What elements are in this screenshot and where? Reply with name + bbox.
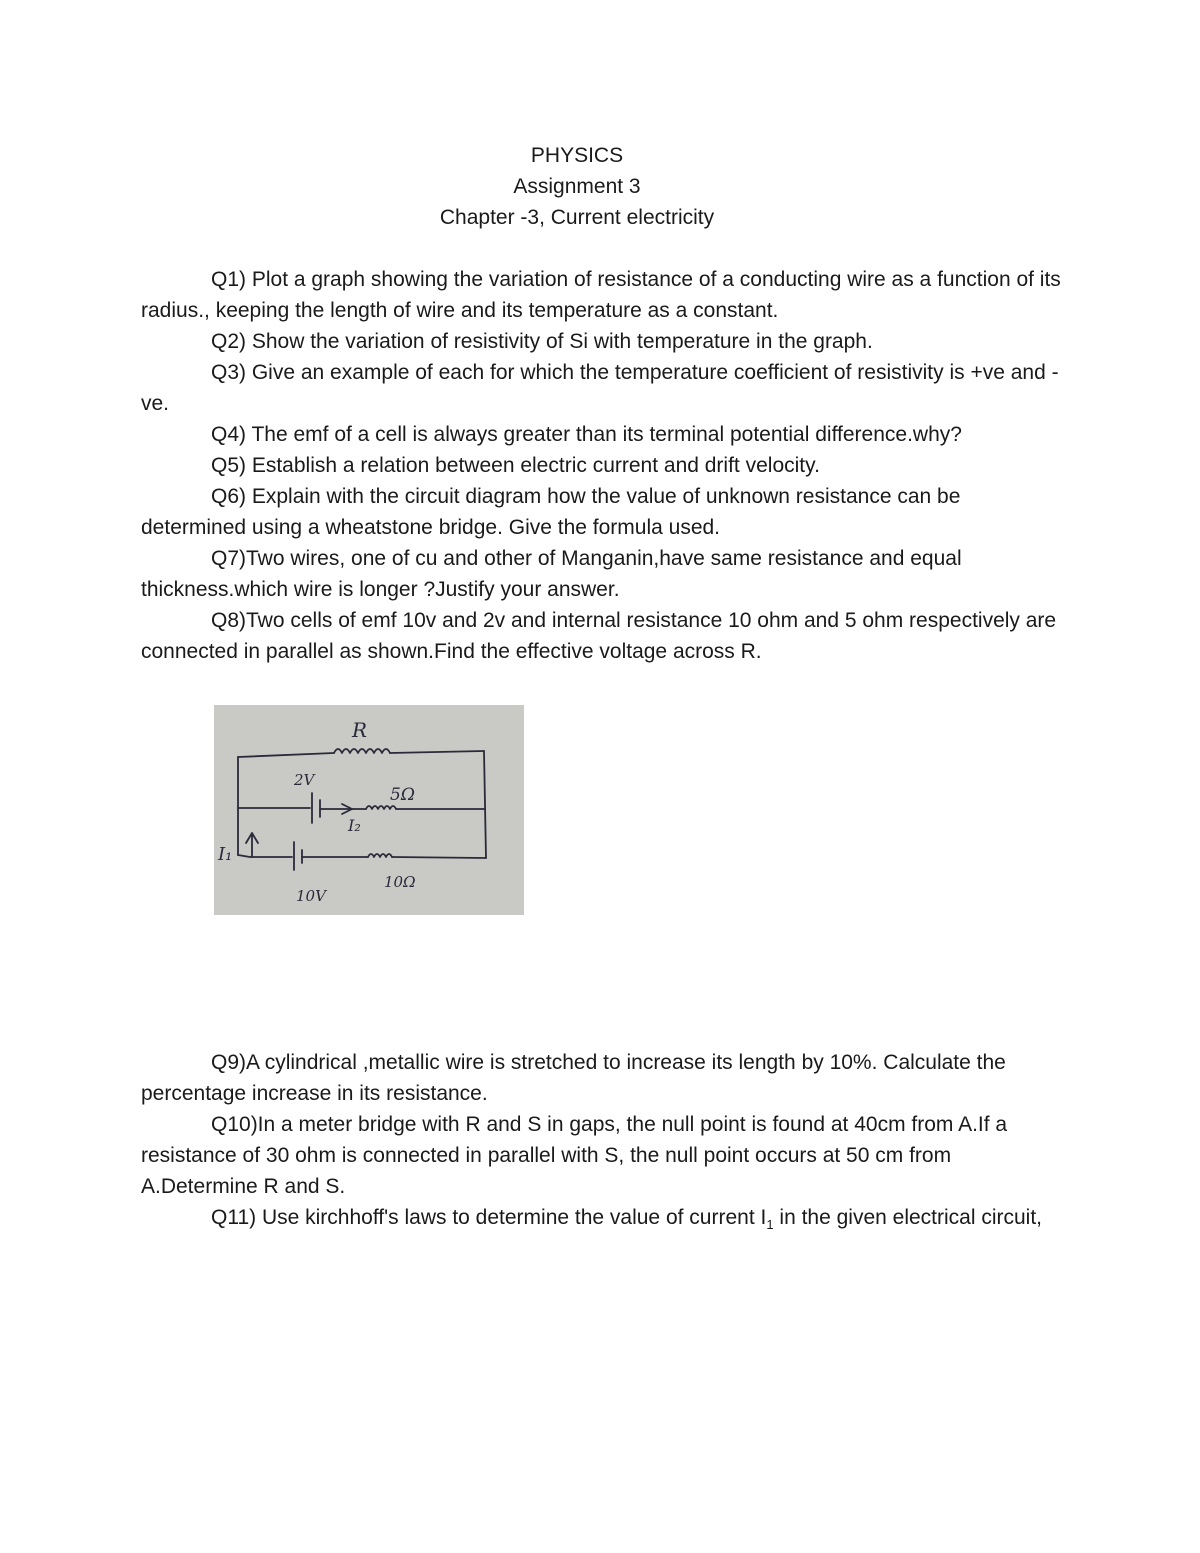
resistor-5-label: 5Ω	[390, 785, 415, 805]
question-2: Q2) Show the variation of resistivity of Si with temperature in the graph.	[211, 330, 873, 353]
resistor-5-zigzag	[366, 806, 396, 809]
questions-bottom	[141, 1047, 1071, 1233]
resistor-10-label: 10Ω	[384, 873, 416, 891]
current-i1-label: I₁	[218, 844, 233, 865]
cell-10v-label: 10V	[296, 887, 326, 905]
current-arrow-i1	[246, 833, 258, 857]
resistor-r-zigzag	[334, 749, 390, 753]
bottom-wire-right	[392, 857, 486, 858]
resistor-10-zigzag	[368, 854, 392, 857]
top-wire-left	[238, 753, 334, 757]
questions-top	[141, 264, 1071, 667]
question-6: Q6) Explain with the circuit diagram how the value of unknown resistance can be determined using a wheatstone bridge. Give the formula used.	[141, 485, 961, 539]
circuit-svg	[214, 705, 524, 915]
question-11	[141, 1202, 1071, 1233]
question-9: Q9)A cylindrical ,metallic wire is stretched to increase its length by 10%. Calculate the percentage increase in its resistance.	[141, 1051, 1006, 1105]
question-11-subscript: 1	[766, 1217, 774, 1233]
question-5: Q5) Establish a relation between electric current and drift velocity.	[211, 454, 820, 477]
document-header	[0, 140, 1200, 233]
circuit-diagram	[214, 705, 524, 915]
chapter-title: Chapter -3, Current electricity	[439, 206, 715, 229]
question-8: Q8)Two cells of emf 10v and 2v and internal resistance 10 ohm and 5 ohm respectively are connected in parallel as shown.Find the effective voltage across R.	[141, 609, 1057, 663]
question-7: Q7)Two wires, one of cu and other of Manganin,have same resistance and equal thickness.which wire is longer ?Justify your answer.	[141, 547, 962, 601]
resistor-r-label: R	[352, 718, 368, 742]
top-wire-right	[390, 751, 484, 753]
question-11-text-start: Q11) Use kirchhoff's laws to determine the value of current I	[211, 1206, 767, 1229]
question-3: Q3) Give an example of each for which the temperature coefficient of resistivity is +ve and -ve.	[141, 361, 1059, 415]
bottom-wire-left	[238, 855, 292, 857]
question-10: Q10)In a meter bridge with R and S in gaps, the null point is found at 40cm from A.If a resistance of 30 ohm is connected in parallel with S, the null point occurs at 50 cm from A.Determine R and S.	[141, 1113, 1008, 1198]
cell-2v-label: 2V	[294, 771, 315, 789]
question-11-text-end: in the given electrical circuit,	[773, 1206, 1043, 1229]
subject-title: PHYSICS	[530, 144, 624, 167]
current-i2-label: I₂	[348, 816, 361, 835]
right-wire	[484, 751, 486, 858]
assignment-title: Assignment 3	[513, 175, 641, 198]
question-1: Q1) Plot a graph showing the variation of resistance of a conducting wire as a function of its radius., keeping the length of wire and its temperature as a constant.	[141, 268, 1061, 322]
question-4: Q4) The emf of a cell is always greater than its terminal potential difference.why?	[211, 423, 962, 446]
